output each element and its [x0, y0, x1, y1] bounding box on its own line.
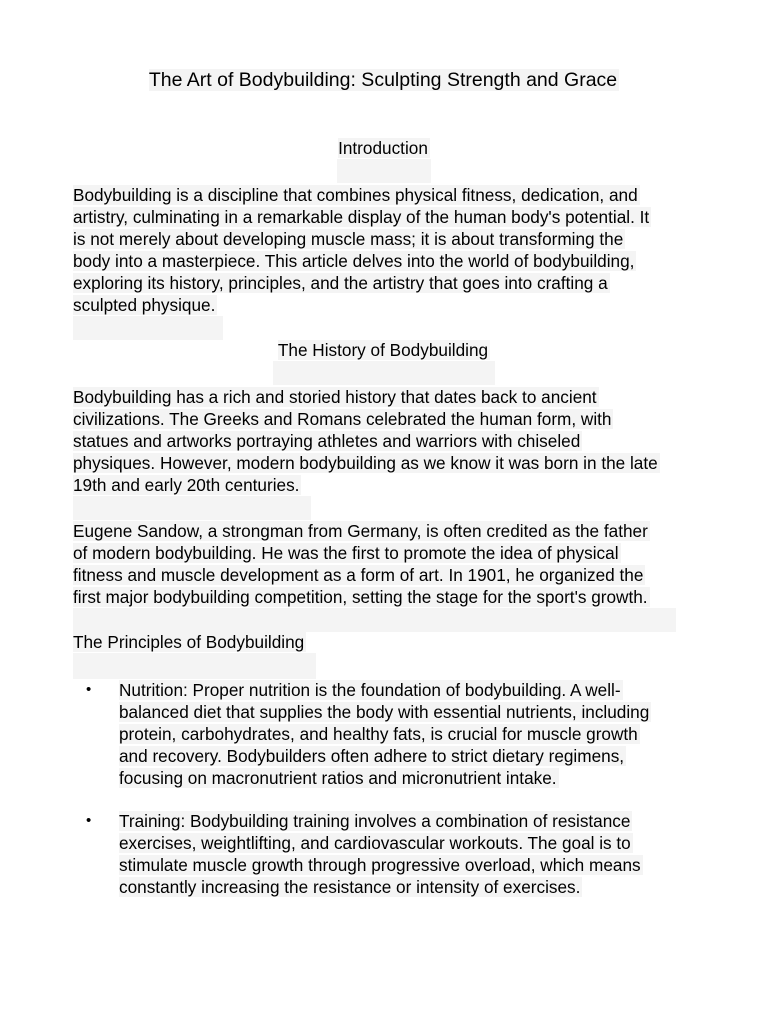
- document-title: [0, 67, 768, 93]
- text-line: civilizations. The Greeks and Romans celebrated the human form, with: [73, 409, 612, 429]
- text-line: constantly increasing the resistance or intensity of exercises.: [119, 877, 581, 897]
- section-heading-text: The History of Bodybuilding: [277, 340, 489, 360]
- text-line: focusing on macronutrient ratios and micronutrient intake.: [119, 768, 557, 788]
- section-heading-introduction: [0, 137, 768, 159]
- text-line: body into a masterpiece. This article delves into the world of bodybuilding,: [73, 251, 635, 271]
- text-line: exploring its history, principles, and the artistry that goes into crafting a: [73, 273, 608, 293]
- section-heading-principles: [73, 631, 306, 653]
- blank-line: [73, 316, 223, 340]
- text-line: Bodybuilding has a rich and storied history that dates back to ancient: [73, 387, 597, 407]
- blank-line: [73, 608, 676, 632]
- text-line: sculpted physique.: [73, 295, 216, 315]
- text-line: 19th and early 20th centuries.: [73, 475, 300, 495]
- text-line: statues and artworks portraying athletes and warriors with chiseled: [73, 431, 581, 451]
- blank-line: [73, 653, 316, 679]
- section-heading-text: Introduction: [338, 138, 428, 158]
- text-line: and recovery. Bodybuilders often adhere to strict dietary regimens,: [119, 746, 625, 766]
- blank-line: [73, 496, 311, 520]
- text-line: Nutrition: Proper nutrition is the foundation of bodybuilding. A well-: [119, 680, 621, 700]
- text-line: protein, carbohydrates, and healthy fats, is crucial for muscle growth: [119, 724, 638, 744]
- document-title-text: The Art of Bodybuilding: Sculpting Strength and Grace: [148, 69, 618, 91]
- text-line: Bodybuilding is a discipline that combines physical fitness, dedication, and: [73, 185, 638, 205]
- bullet-icon: •: [86, 681, 92, 698]
- text-line: Eugene Sandow, a strongman from Germany, is often credited as the father: [73, 521, 648, 541]
- text-line: artistry, culminating in a remarkable display of the human body's potential. It: [73, 207, 650, 227]
- text-line: exercises, weightlifting, and cardiovascular workouts. The goal is to: [119, 833, 631, 853]
- bullet-icon: •: [86, 812, 92, 829]
- text-line: of modern bodybuilding. He was the first to promote the idea of physical: [73, 543, 619, 563]
- text-line: balanced diet that supplies the body with essential nutrients, including: [119, 702, 650, 722]
- text-line: physiques. However, modern bodybuilding as we know it was born in the late: [73, 453, 658, 473]
- text-line: fitness and muscle development as a form of art. In 1901, he organized the: [73, 565, 644, 585]
- text-line: stimulate muscle growth through progressive overload, which means: [119, 855, 641, 875]
- blank-line: [337, 159, 431, 183]
- text-line: is not merely about developing muscle mass; it is about transforming the: [73, 229, 624, 249]
- section-heading-history: [0, 339, 768, 361]
- text-line: Training: Bodybuilding training involves a combination of resistance: [119, 811, 631, 831]
- section-heading-text: The Principles of Bodybuilding: [73, 632, 305, 652]
- blank-line: [273, 361, 495, 385]
- text-line: first major bodybuilding competition, setting the stage for the sport's growth.: [73, 587, 648, 607]
